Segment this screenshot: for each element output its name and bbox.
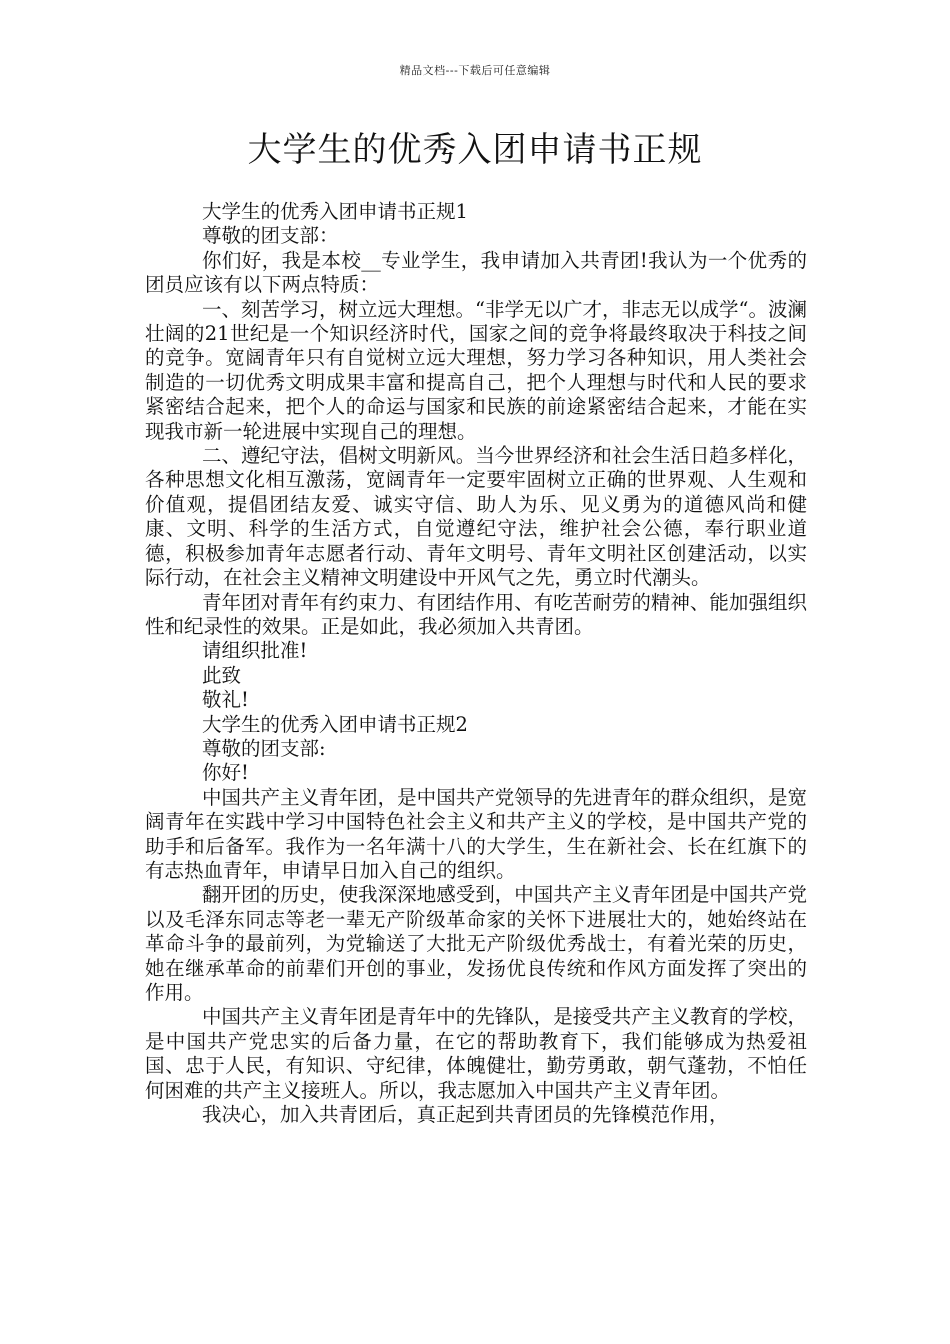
document-title: 大学生的优秀入团申请书正规: [247, 130, 703, 170]
paragraph-intro: 你们好，我是本校__专业学生，我申请加入共青团!我认为一个优秀的团员应该有以下两点特质：: [145, 248, 807, 297]
section-heading-1: 大学生的优秀入团申请书正规1: [202, 200, 468, 223]
paragraph-league-history: 翻开团的历史，使我深深地感受到，中国共产主义青年团是中国共产党以及毛泽东同志等老一辈无产阶级革命家的关怀下进展壮大的，她始终站在革命斗争的最前列，为党输送了大批无产阶级优秀战士，有着光荣的历史，她在继承革命的前辈们开创的事业，发扬优良传统和作风方面发挥了突出的作用。: [145, 883, 807, 1004]
paragraph-point-1: 一、刻苦学习，树立远大理想。“非学无以广才，非志无以成学“。波澜壮阔的21世纪是一个知识经济时代，国家之间的竞争将最终取决于科技之间的竞争。宽阔青年只有自觉树立远大理想，努力学习各种知识，用人类社会制造的一切优秀文明成果丰富和提高自己，把个人理想与时代和人民的要求紧密结合起来，把个人的命运与国家和民族的前途紧密结合起来，才能在实现我市新一轮进展中实现自己的理想。: [145, 297, 807, 443]
paragraph-league-vanguard: 中国共产主义青年团是青年中的先锋队，是接受共产主义教育的学校，是中国共产党忠实的后备力量，在它的帮助教育下，我们能够成为热爱祖国、忠于人民，有知识、守纪律，体魄健壮，勤劳勇敢，朝气蓬勃，不怕任何困难的共产主义接班人。所以，我志愿加入中国共产主义青年团。: [145, 1005, 807, 1102]
paragraph-determination: 我决心，加入共青团后，真正起到共青团员的先锋模范作用，: [202, 1103, 729, 1127]
closing-request: 请组织批准!: [202, 639, 308, 663]
salutation: 尊敬的团支部：: [202, 224, 339, 248]
salutation-2: 尊敬的团支部:: [202, 736, 326, 760]
closing-jingli: 敬礼!: [202, 688, 249, 712]
greeting-2: 你好!: [202, 761, 249, 785]
header-note: 精品文档---下载后可任意编辑: [399, 64, 551, 77]
paragraph-league-intro: 中国共产主义青年团，是中国共产党领导的先进青年的群众组织，是宽阔青年在实践中学习中国特色社会主义和共产主义的学校，是中国共产党的助手和后备军。我作为一名年满十八的大学生，生在新社会、长在红旗下的有志热血青年，申请早日加入自己的组织。: [145, 785, 807, 882]
document-body: [145, 200, 807, 1127]
closing-cizhi: 此致: [202, 663, 242, 687]
section-heading-2: 大学生的优秀入团申请书正规2: [202, 712, 468, 736]
paragraph-conclusion: 青年团对青年有约束力、有团结作用、有吃苦耐劳的精神、能加强组织性和纪录性的效果。正是如此，我必须加入共青团。: [145, 590, 807, 638]
paragraph-point-2: 二、遵纪守法，倡树文明新风。当今世界经济和社会生活日趋多样化，各种思想文化相互激荡，宽阔青年一定要牢固树立正确的世界观、人生观和价值观，提倡团结友爱、诚实守信、助人为乐、见义勇为的道德风尚和健康、文明、科学的生活方式，自觉遵纪守法，维护社会公德，奉行职业道德，积极参加青年志愿者行动、青年文明号、青年文明社区创建活动，以实际行动，在社会主义精神文明建设中开风气之先，勇立时代潮头。: [145, 444, 807, 590]
